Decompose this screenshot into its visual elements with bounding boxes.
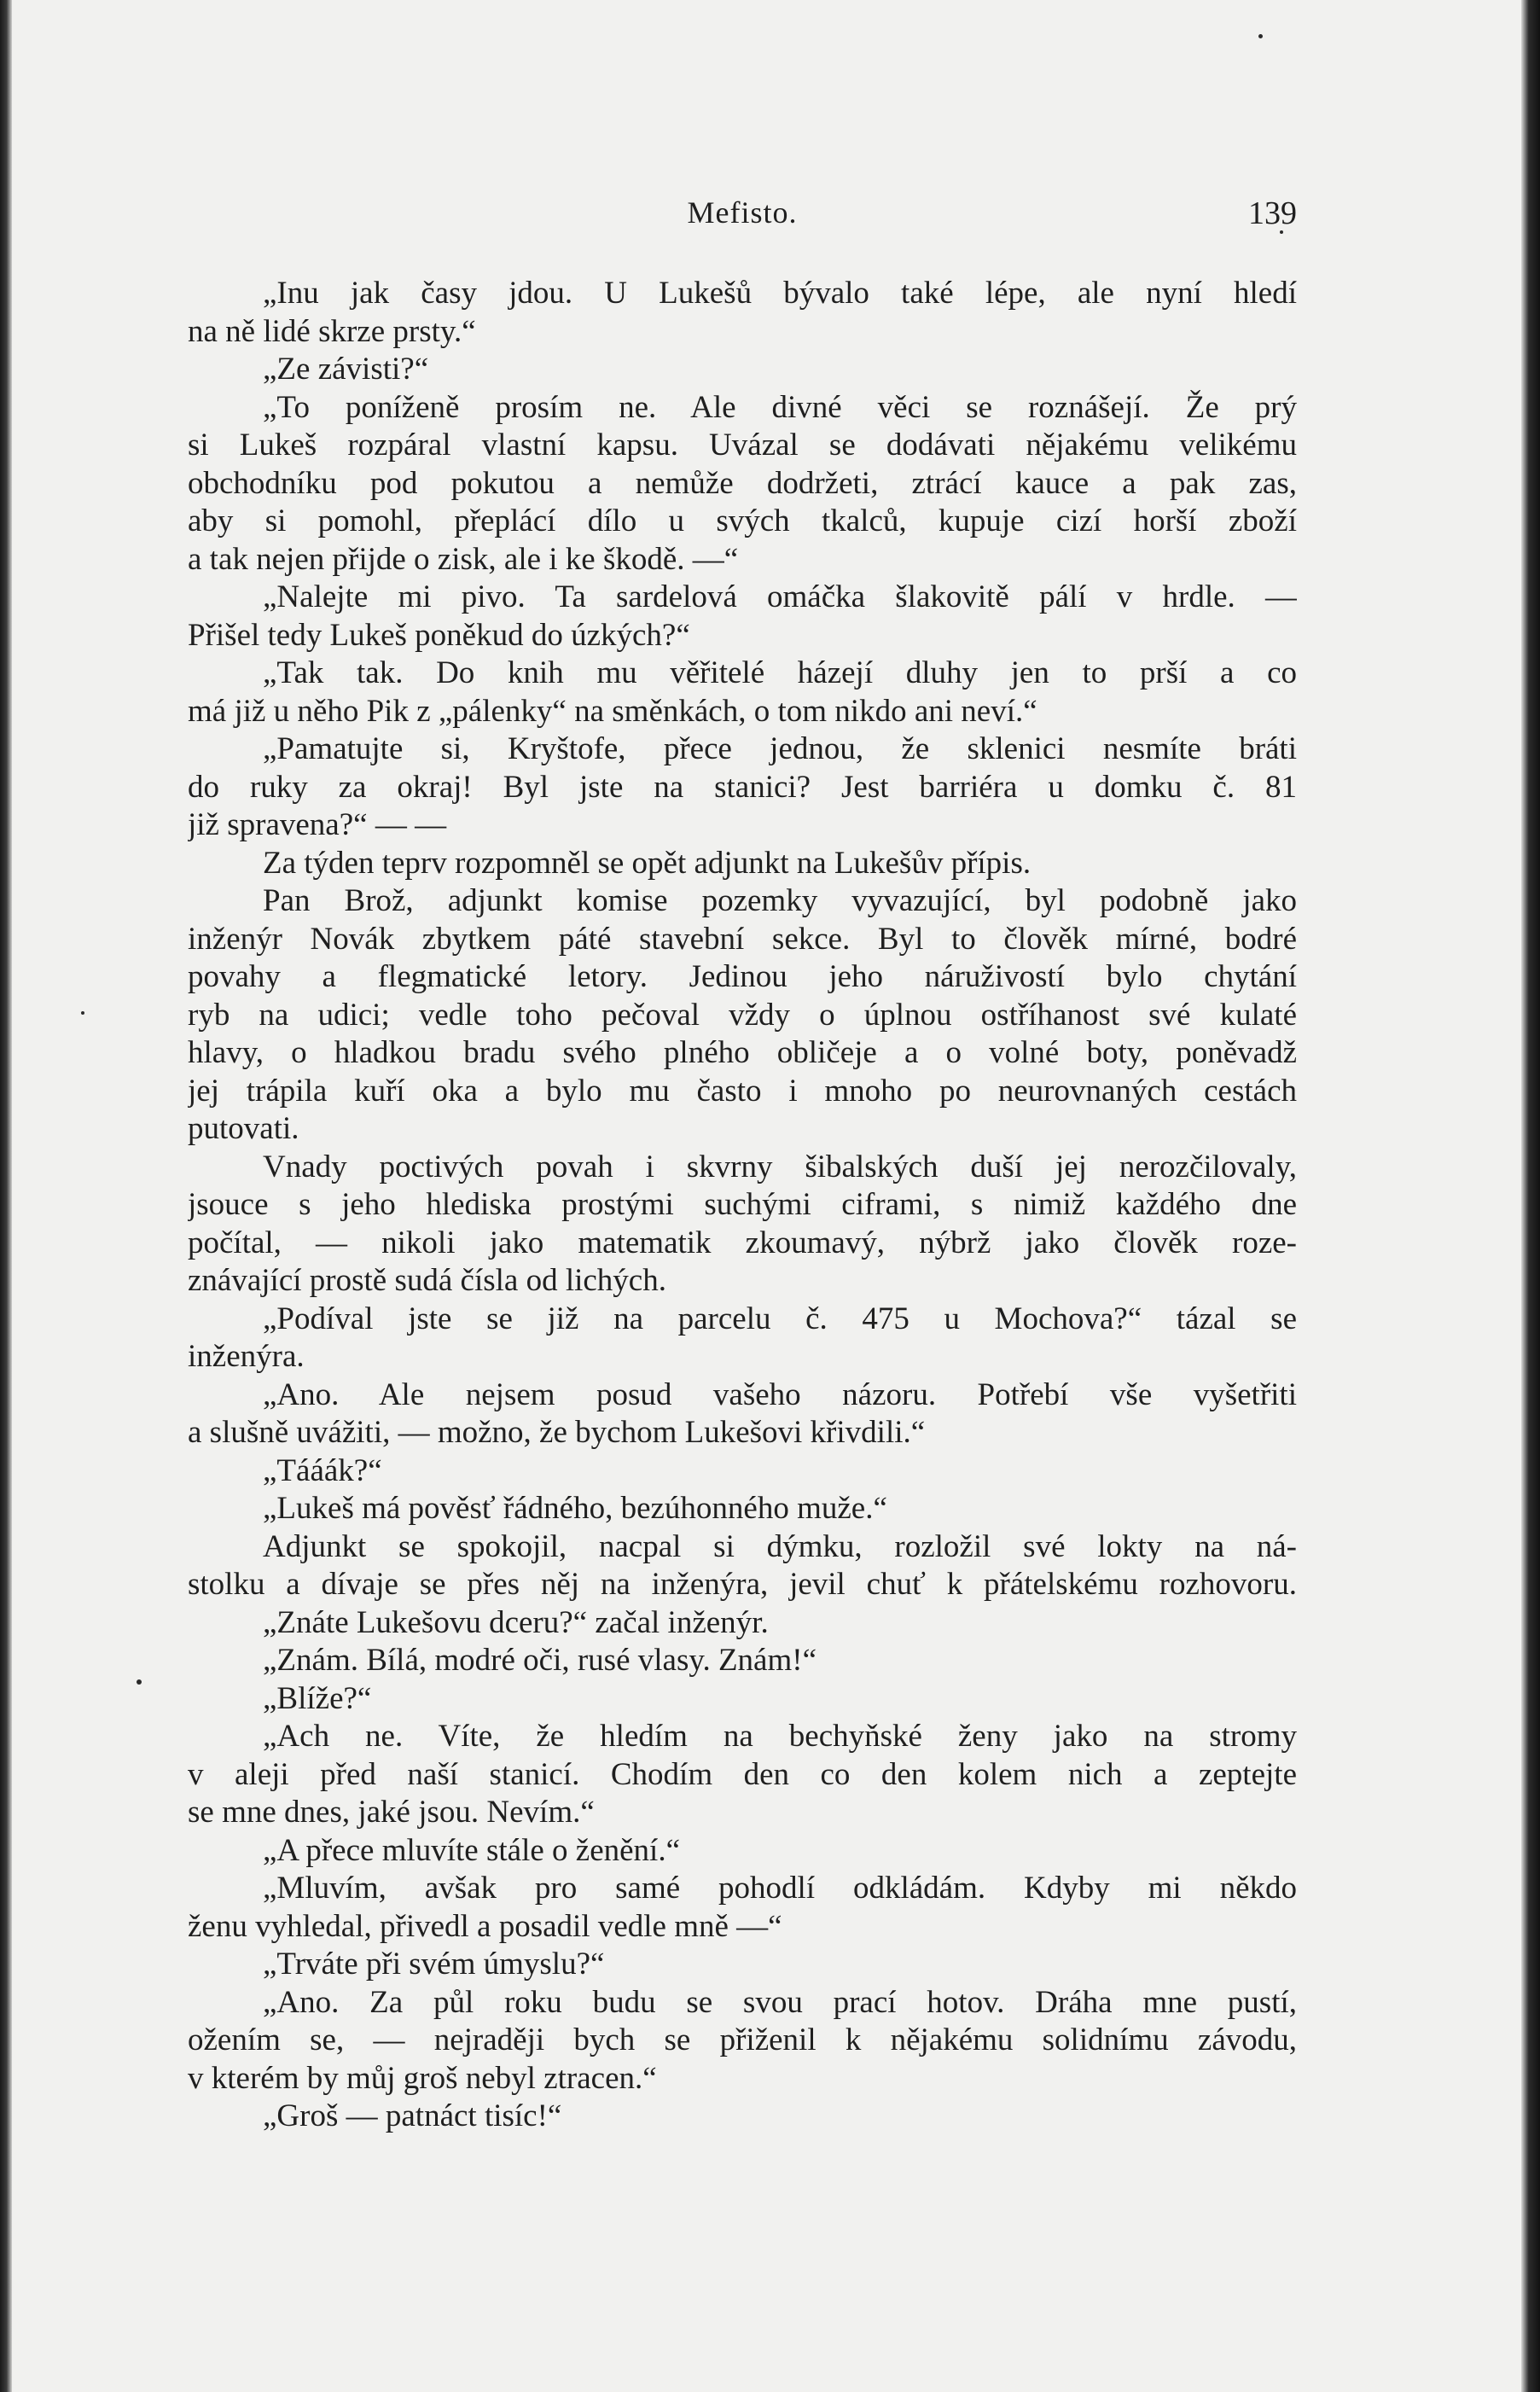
- text-line: „A přece mluvíte stále o ženění.“: [263, 1832, 681, 1868]
- text-line: „Nalejte mi pivo. Ta sardelová omáčka šlakovitě pálí v hrdle. —: [263, 579, 1297, 614]
- text-line: „Ano. Za půl roku budu se svou prací hotov. Dráha mne pustí,: [263, 1984, 1297, 2020]
- text-line: a slušně uvážiti, — možno, že bychom Lukešovi křivdili.“: [188, 1415, 926, 1450]
- running-title: Mefisto.: [687, 195, 798, 230]
- text-line: v aleji před naší stanicí. Chodím den co den kolem nich a zeptejte: [188, 1756, 1297, 1792]
- text-line: jsouce s jeho hlediska prostými suchými ciframi, s nimiž každého dne: [188, 1187, 1297, 1222]
- text-line: má již u něho Pik z „pálenky“ na směnkách, o tom nikdo ani neví.“: [188, 693, 1037, 729]
- text-line: „Ano. Ale nejsem posud vašeho názoru. Potřebí vše vyšetřiti: [263, 1376, 1297, 1412]
- text-line: počítal, — nikoli jako matematik zkoumavý, nýbrž jako člověk roze-: [188, 1225, 1297, 1260]
- text-line: „Znám. Bílá, modré oči, rusé vlasy. Znám!“: [263, 1643, 816, 1678]
- text-line: Adjunkt se spokojil, nacpal si dýmku, rozložil své lokty na ná-: [263, 1528, 1297, 1564]
- text-line: a tak nejen přijde o zisk, ale i ke škodě. —“: [188, 541, 739, 577]
- text-line: již spravena?“ — —: [188, 807, 447, 842]
- text-line: Přišel tedy Lukeš poněkud do úzkých?“: [188, 617, 690, 653]
- text-line: „Ze závisti?“: [263, 352, 429, 387]
- text-line: aby si pomohl, přeplácí dílo u svých tkalců, kupuje cizí horší zboží: [188, 503, 1297, 538]
- text-line: hlavy, o hladkou bradu svého plného obličeje a o volné boty, poněvadž: [188, 1035, 1297, 1070]
- page-number: 139: [1248, 195, 1297, 231]
- text-line: ryb na udici; vedle toho pečoval vždy o úplnou ostříhanost své kulaté: [188, 997, 1297, 1033]
- text-line: „Podíval jste se již na parcelu č. 475 u Mochova?“ tázal se: [263, 1301, 1297, 1336]
- text-line: Pan Brož, adjunkt komise pozemky vyvazující, byl podobně jako: [263, 883, 1297, 918]
- speck: [81, 1011, 84, 1015]
- scan-shadow-left: [0, 0, 12, 2392]
- text-line: „Inu jak časy jdou. U Lukešů bývalo také lépe, ale nyní hledí: [263, 276, 1297, 311]
- text-line: jej trápila kuří oka a bylo mu často i mnoho po neurovnaných cestách: [188, 1073, 1297, 1109]
- text-line: „To poníženě prosím ne. Ale divné věci se roznášejí. Že prý: [263, 389, 1297, 425]
- text-line: se mne dnes, jaké jsou. Nevím.“: [188, 1795, 595, 1830]
- text-line: ženu vyhledal, přivedl a posadil vedle mně —“: [188, 1908, 782, 1944]
- text-line: do ruky za okraj! Byl jste na stanici? Jest barriéra u domku č. 81: [188, 769, 1297, 805]
- text-line: „Pamatujte si, Kryštofe, přece jednou, že sklenici nesmíte bráti: [263, 731, 1297, 766]
- page-body-text: [188, 275, 1297, 2136]
- text-line: „Blíže?“: [263, 1680, 372, 1716]
- text-line: stolku a dívaje se přes něj na inženýra, jevil chuť k přátelskému rozhovoru.: [188, 1567, 1297, 1602]
- text-line: putovati.: [188, 1111, 299, 1146]
- text-line: „Tááák?“: [263, 1452, 382, 1488]
- text-line: Za týden teprv rozpomněl se opět adjunkt na Lukešův přípis.: [263, 845, 1032, 881]
- text-line: inženýra.: [188, 1339, 305, 1374]
- text-line: „Lukeš má pověsť řádného, bezúhonného muže.“: [263, 1491, 887, 1526]
- scan-shadow-right: [1521, 0, 1540, 2392]
- text-line: „Trváte při svém úmyslu?“: [263, 1947, 605, 1982]
- text-line: „Znáte Lukešovu dceru?“ začal inženýr.: [263, 1604, 769, 1640]
- text-line: na ně lidé skrze prsty.“: [188, 313, 476, 349]
- speck: [1258, 34, 1263, 38]
- text-line: znávající prostě sudá čísla od lichých.: [188, 1263, 666, 1298]
- text-line: inženýr Novák zbytkem páté stavební sekce. Byl to člověk mírné, bodré: [188, 921, 1297, 957]
- text-line: Vnady poctivých povah i skvrny šibalských duší jej nerozčilovaly,: [263, 1149, 1297, 1184]
- speck: [137, 1679, 142, 1685]
- text-line: „Mluvím, avšak pro samé pohodlí odkládám. Kdyby mi někdo: [263, 1871, 1297, 1906]
- text-line: v kterém by můj groš nebyl ztracen.“: [188, 2060, 657, 2096]
- text-line: „Tak tak. Do knih mu věřitelé házejí dluhy jen to prší a co: [263, 655, 1297, 690]
- page-header: [188, 195, 1297, 246]
- text-line: povahy a flegmatické letory. Jedinou jeho náruživostí bylo chytání: [188, 959, 1297, 994]
- text-line: obchodníku pod pokutou a nemůže dodržeti, ztrácí kauce a pak zas,: [188, 465, 1297, 501]
- text-line: „Groš — patnáct tisíc!“: [263, 2098, 562, 2133]
- text-line: „Ach ne. Víte, že hledím na bechyňské ženy jako na stromy: [263, 1719, 1297, 1754]
- text-line: si Lukeš rozpáral vlastní kapsu. Uvázal se dodávati nějakému velikému: [188, 428, 1297, 463]
- text-line: ožením se, — nejraději bych se přiženil k nějakému solidnímu závodu,: [188, 2022, 1297, 2057]
